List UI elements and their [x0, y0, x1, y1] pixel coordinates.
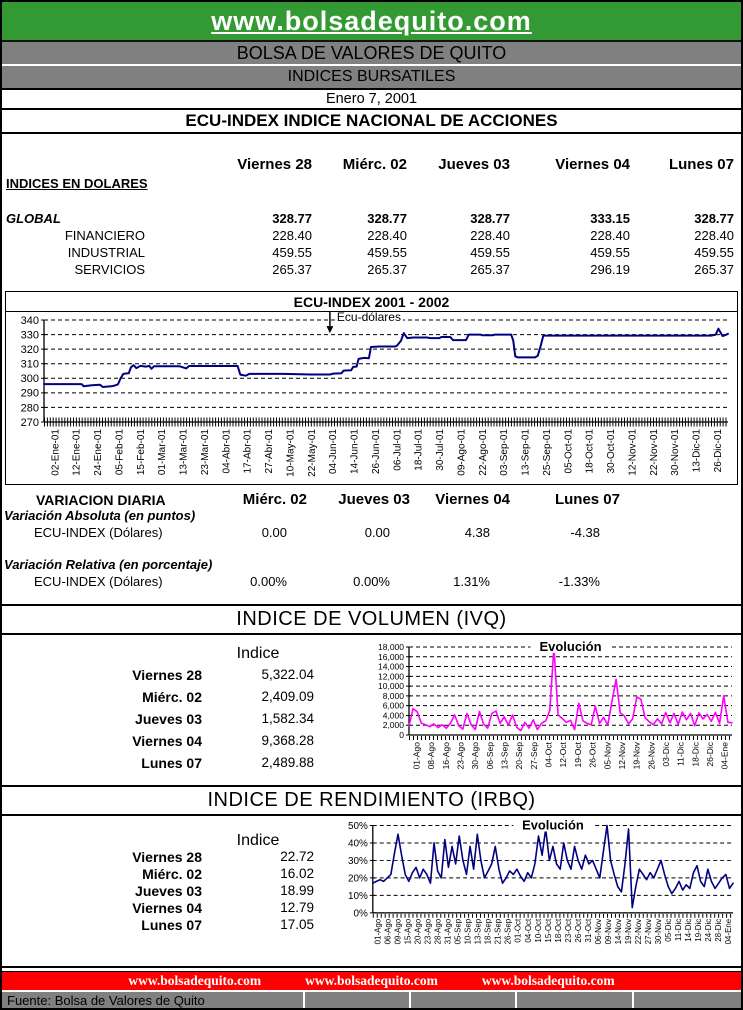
svg-text:22-Nov-01: 22-Nov-01	[648, 429, 660, 476]
index-table-header-row	[2, 156, 741, 176]
svg-text:01-Ago: 01-Ago	[373, 918, 383, 945]
svg-text:10-Oct: 10-Oct	[533, 918, 543, 943]
svg-text:12-Nov-01: 12-Nov-01	[627, 429, 639, 476]
svg-text:31-Ago: 31-Ago	[443, 918, 453, 945]
svg-text:21-Sep: 21-Sep	[493, 918, 503, 945]
svg-text:22-Nov: 22-Nov	[633, 918, 643, 945]
svg-text:23-Mar-01: 23-Mar-01	[199, 429, 211, 476]
site-url-link[interactable]: www.bolsadequito.com	[211, 5, 532, 36]
svg-text:26-Nov: 26-Nov	[646, 742, 657, 770]
ecu-index-chart-box	[5, 291, 738, 485]
svg-text:300: 300	[20, 373, 39, 386]
ivq-col-header: Indice	[236, 645, 280, 662]
svg-text:18-Oct-01: 18-Oct-01	[584, 429, 596, 474]
source-text: Fuente: Bolsa de Valores de Quito	[7, 992, 205, 1008]
svg-text:13-Dic-01: 13-Dic-01	[691, 429, 703, 473]
irbq-col-header: Indice	[236, 832, 280, 849]
svg-text:30%: 30%	[348, 855, 368, 867]
ivq-table	[2, 635, 322, 785]
footer-divider	[632, 992, 634, 1008]
svg-text:06-Nov: 06-Nov	[593, 918, 603, 945]
table-row-industrial: INDUSTRIAL 459.55 459.55 459.55 459.55 459.55	[67, 245, 734, 260]
svg-text:08-Ago: 08-Ago	[426, 742, 437, 770]
table-row: Miérc. 02 16.02	[142, 866, 314, 882]
table-row: Viernes 28 22.72	[132, 849, 314, 865]
report-date-bar	[2, 90, 741, 110]
svg-text:04-Jun-01: 04-Jun-01	[328, 429, 340, 475]
svg-text:10-May-01: 10-May-01	[285, 429, 297, 477]
variacion-header-row: VARIACION DIARIA Miérc. 02 Jueves 03 Viernes 04 Lunes 07	[2, 487, 741, 508]
ivq-evolution-chart	[364, 637, 740, 779]
svg-text:05-Sep: 05-Sep	[453, 918, 463, 945]
org-name-bar	[2, 42, 741, 66]
table-row: Jueves 03 1,582.34	[135, 711, 314, 727]
svg-text:18,000: 18,000	[378, 641, 404, 652]
svg-text:330: 330	[20, 329, 39, 342]
svg-text:16-Ago: 16-Ago	[440, 742, 451, 770]
svg-text:24-Dic: 24-Dic	[703, 918, 713, 942]
svg-text:18-Jul-01: 18-Jul-01	[413, 429, 425, 471]
svg-text:31-Oct: 31-Oct	[583, 918, 593, 943]
svg-text:04-Abr-01: 04-Abr-01	[221, 429, 233, 474]
svg-text:04-Ene: 04-Ene	[719, 742, 730, 770]
svg-text:27-Abr-01: 27-Abr-01	[264, 429, 276, 474]
ecu-index-line-chart	[6, 312, 735, 484]
svg-text:13-Mar-01: 13-Mar-01	[178, 429, 190, 476]
svg-text:4,000: 4,000	[382, 710, 404, 721]
svg-text:310: 310	[20, 358, 39, 371]
svg-text:19-Nov: 19-Nov	[623, 918, 633, 945]
svg-text:13-Sep-01: 13-Sep-01	[520, 429, 532, 476]
svg-text:05-Oct-01: 05-Oct-01	[563, 429, 575, 474]
irbq-section	[2, 816, 741, 968]
variacion-absoluta-row: ECU-INDEX (Dólares) 0.00 0.00 4.38 -4.38	[34, 525, 600, 540]
col-header-mierc02: Miérc. 02	[342, 156, 407, 173]
svg-text:09-Nov: 09-Nov	[603, 918, 613, 945]
svg-text:15-Feb-01: 15-Feb-01	[135, 429, 147, 476]
svg-text:15-Oct: 15-Oct	[543, 918, 553, 943]
footer-divider	[303, 992, 305, 1008]
svg-text:12-Oct: 12-Oct	[558, 742, 569, 768]
col-header-viernes28: Viernes 28	[237, 156, 312, 173]
svg-text:26-Dic-01: 26-Dic-01	[712, 429, 724, 473]
svg-text:14-Jun-01: 14-Jun-01	[349, 429, 361, 475]
org-name: BOLSA DE VALORES DE QUITO	[236, 42, 507, 63]
report-date: Enero 7, 2001	[325, 91, 418, 107]
svg-text:19-Nov: 19-Nov	[631, 742, 642, 770]
svg-text:30-Jul-01: 30-Jul-01	[435, 429, 447, 471]
variacion-relativa-row: ECU-INDEX (Dólares) 0.00% 0.00% 1.31% -1.33%	[34, 574, 600, 589]
table-row: Lunes 07 2,489.88	[141, 755, 314, 771]
report-title-bar	[2, 66, 741, 90]
svg-text:26-Oct: 26-Oct	[587, 742, 598, 768]
svg-text:2,000: 2,000	[382, 720, 404, 731]
footer-url-link[interactable]: www.bolsadequito.com	[481, 973, 615, 988]
svg-text:Evolución: Evolución	[522, 817, 584, 833]
svg-text:05-Nov: 05-Nov	[602, 742, 613, 770]
svg-text:30-Ago: 30-Ago	[470, 742, 481, 770]
svg-text:23-Ago: 23-Ago	[455, 742, 466, 770]
variacion-relativa-label: Variación Relativa (en porcentaje)	[4, 557, 213, 572]
svg-text:06-Sep: 06-Sep	[484, 742, 495, 770]
svg-text:26-Sep: 26-Sep	[503, 918, 513, 945]
col-header-lunes07: Lunes 07	[668, 156, 734, 173]
ecu-index-section-title-bar	[2, 110, 741, 134]
svg-text:6,000: 6,000	[382, 700, 404, 711]
svg-text:340: 340	[20, 314, 39, 327]
svg-text:Evolución: Evolución	[539, 639, 602, 654]
svg-text:05-Dic: 05-Dic	[663, 918, 673, 942]
svg-text:20-Ago: 20-Ago	[413, 918, 423, 945]
site-header-bar	[2, 2, 741, 42]
ecu-index-chart-title: ECU-INDEX 2001 - 2002	[6, 292, 737, 312]
svg-text:18-Sep: 18-Sep	[483, 918, 493, 945]
svg-text:09-Ago: 09-Ago	[393, 918, 403, 945]
svg-text:11-Dic: 11-Dic	[675, 742, 686, 766]
ivq-section	[2, 635, 741, 787]
table-row: Viernes 04 12.79	[132, 900, 314, 916]
indices-group-label: INDICES EN DOLARES	[6, 176, 148, 191]
svg-text:20%: 20%	[348, 873, 368, 885]
svg-text:Ecu-dólares: Ecu-dólares	[336, 312, 401, 324]
footer-links-bar	[2, 971, 741, 990]
svg-text:28-Dic: 28-Dic	[713, 918, 723, 942]
svg-text:20-Sep: 20-Sep	[514, 742, 525, 770]
svg-text:320: 320	[20, 343, 39, 356]
svg-text:03-Dic: 03-Dic	[660, 742, 671, 767]
svg-text:14,000: 14,000	[378, 661, 404, 672]
svg-text:12,000: 12,000	[378, 671, 404, 682]
svg-text:04-Oct: 04-Oct	[523, 918, 533, 943]
svg-text:09-Ago-01: 09-Ago-01	[456, 429, 468, 476]
svg-text:18-Dic: 18-Dic	[690, 742, 701, 767]
svg-text:26-Oct: 26-Oct	[573, 918, 583, 943]
ivq-section-title: INDICE DE VOLUMEN (IVQ)	[236, 608, 507, 630]
svg-text:28-Ago: 28-Ago	[433, 918, 443, 945]
ivq-section-title-bar	[2, 606, 741, 635]
table-row: Jueves 03 18.99	[135, 883, 314, 899]
irbq-section-title: INDICE DE RENDIMIENTO (IRBQ)	[207, 789, 536, 811]
svg-text:01-Oct: 01-Oct	[513, 918, 523, 943]
svg-text:30-Nov-01: 30-Nov-01	[670, 429, 682, 476]
table-row: Viernes 04 9,368.28	[132, 733, 314, 749]
table-row: Lunes 07 17.05	[141, 917, 314, 933]
svg-text:24-Ene-01: 24-Ene-01	[93, 429, 105, 476]
svg-text:27-Sep: 27-Sep	[528, 742, 539, 770]
svg-text:27-Nov: 27-Nov	[643, 918, 653, 945]
svg-text:13-Sep: 13-Sep	[499, 742, 510, 770]
svg-text:50%: 50%	[348, 820, 368, 832]
svg-text:12-Nov: 12-Nov	[616, 742, 627, 770]
svg-text:02-Ene-01: 02-Ene-01	[50, 429, 62, 476]
svg-text:12-Ene-01: 12-Ene-01	[71, 429, 83, 476]
svg-text:25-Sep-01: 25-Sep-01	[541, 429, 553, 476]
col-header-jueves03: Jueves 03	[438, 156, 510, 173]
svg-text:0: 0	[399, 729, 404, 740]
svg-text:14-Nov: 14-Nov	[613, 918, 623, 945]
col-header-viernes04: Viernes 04	[555, 156, 630, 173]
svg-text:270: 270	[20, 416, 39, 429]
svg-text:0%: 0%	[353, 908, 368, 920]
svg-text:40%: 40%	[348, 838, 368, 850]
svg-text:10-Sep: 10-Sep	[463, 918, 473, 945]
irbq-section-title-bar	[2, 787, 741, 816]
svg-text:13-Sep: 13-Sep	[473, 918, 483, 945]
svg-text:14-Dic: 14-Dic	[683, 918, 693, 942]
svg-text:11-Dic: 11-Dic	[673, 918, 683, 942]
svg-text:30-Nov: 30-Nov	[653, 918, 663, 945]
footer-divider	[409, 992, 411, 1008]
svg-text:05-Feb-01: 05-Feb-01	[114, 429, 126, 476]
svg-text:04-Ene: 04-Ene	[723, 918, 733, 945]
irbq-table	[2, 816, 322, 966]
svg-text:290: 290	[20, 387, 39, 400]
svg-text:8,000: 8,000	[382, 690, 404, 701]
svg-text:15-Ago: 15-Ago	[403, 918, 413, 945]
svg-text:280: 280	[20, 402, 39, 415]
ecu-index-section-title: ECU-INDEX INDICE NACIONAL DE ACCIONES	[185, 111, 558, 130]
source-footer-bar	[2, 990, 741, 1008]
table-row-financiero: FINANCIERO 228.40 228.40 228.40 228.40 228.40	[64, 228, 734, 243]
variacion-title: VARIACION DIARIA	[36, 492, 166, 508]
svg-text:10,000: 10,000	[378, 681, 404, 692]
footer-url-link[interactable]: www.bolsadequito.com	[128, 973, 262, 988]
svg-text:22-May-01: 22-May-01	[306, 429, 318, 477]
svg-text:06-Ago: 06-Ago	[383, 918, 393, 945]
svg-text:03-Sep-01: 03-Sep-01	[499, 428, 511, 476]
footer-divider	[515, 992, 517, 1008]
svg-text:17-Abr-01: 17-Abr-01	[242, 429, 254, 474]
variacion-absoluta-label: Variación Absoluta (en puntos)	[4, 508, 196, 523]
table-row-servicios: SERVICIOS 265.37 265.37 265.37 296.19 265.37	[74, 262, 734, 277]
svg-text:30-Oct-01: 30-Oct-01	[606, 429, 618, 474]
svg-text:23-Oct: 23-Oct	[563, 918, 573, 943]
svg-text:18-Oct: 18-Oct	[553, 918, 563, 943]
table-row: Miérc. 02 2,409.09	[142, 689, 314, 705]
svg-text:23-Ago: 23-Ago	[423, 918, 433, 945]
table-row: Viernes 28 5,322.04	[132, 667, 314, 683]
svg-text:01-Ago: 01-Ago	[411, 742, 422, 770]
svg-text:22-Ago-01: 22-Ago-01	[477, 428, 489, 476]
svg-text:19-Dic: 19-Dic	[693, 918, 703, 942]
footer-url-link[interactable]: www.bolsadequito.com	[305, 973, 438, 988]
svg-text:04-Oct: 04-Oct	[543, 742, 554, 768]
irbq-evolution-chart	[346, 817, 741, 967]
svg-text:26-Dic: 26-Dic	[705, 742, 716, 767]
svg-text:01-Mar-01: 01-Mar-01	[157, 429, 169, 476]
svg-text:26-Jun-01: 26-Jun-01	[370, 429, 382, 475]
svg-text:06-Jul-01: 06-Jul-01	[392, 429, 404, 471]
table-row-global: GLOBAL 328.77 328.77 328.77 333.15 328.77	[6, 211, 734, 226]
svg-text:19-Oct: 19-Oct	[572, 742, 583, 768]
svg-text:10%: 10%	[348, 890, 368, 902]
svg-text:16,000: 16,000	[378, 651, 404, 662]
ecu-index-section	[2, 134, 741, 606]
report-title: INDICES BURSATILES	[287, 68, 456, 85]
